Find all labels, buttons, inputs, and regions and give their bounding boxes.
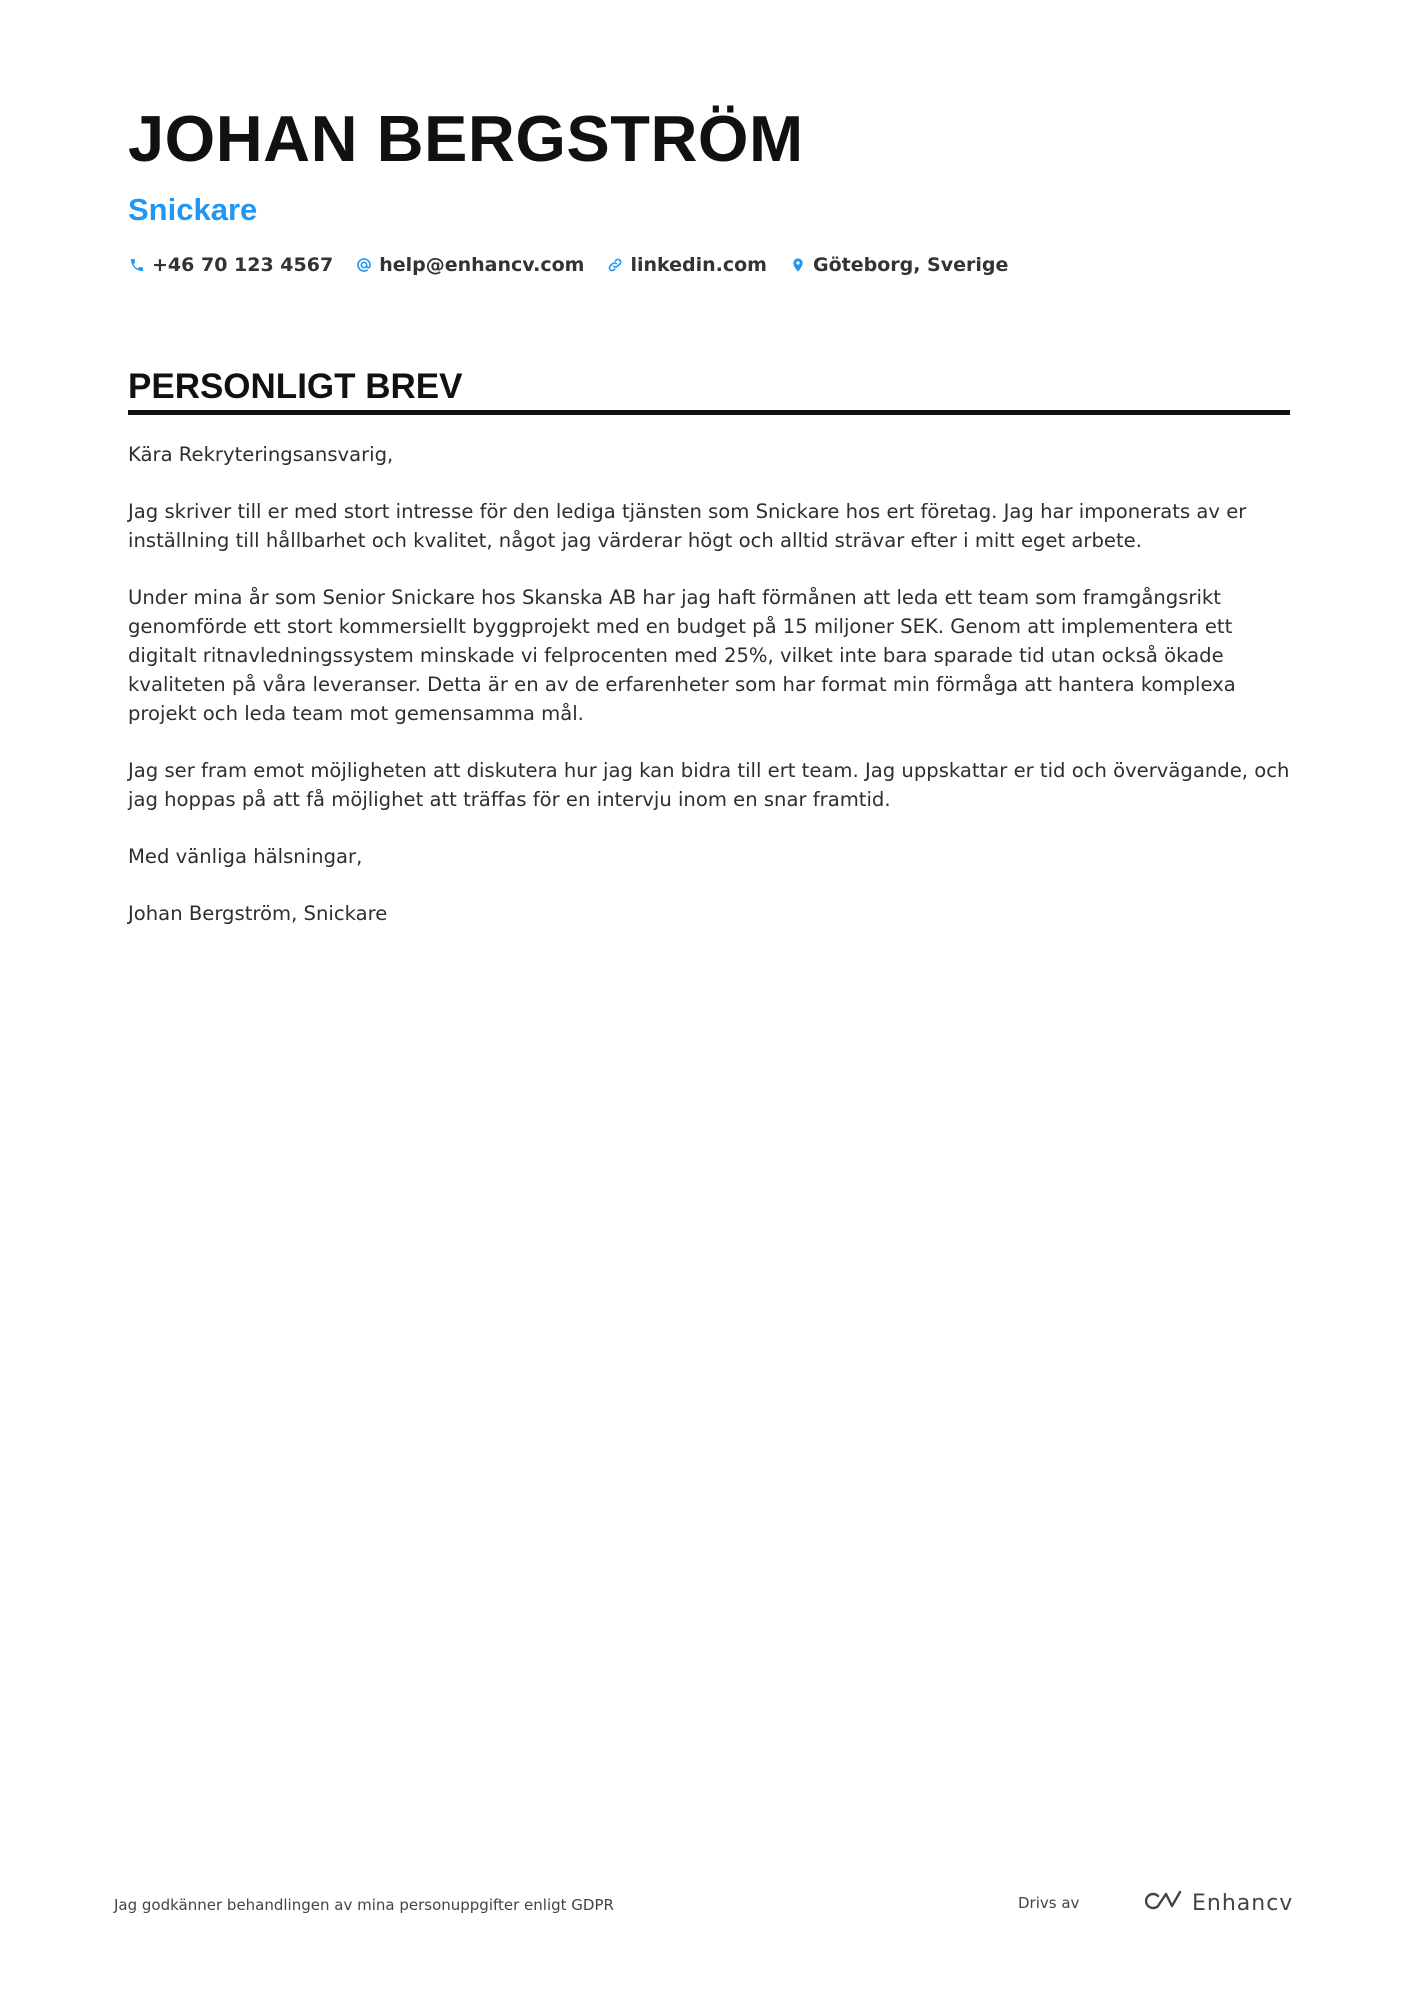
applicant-name: JOHAN BERGSTRÖM [128, 102, 804, 175]
contact-linkedin-text: linkedin.com [630, 254, 767, 276]
location-pin-icon [789, 256, 807, 274]
enhancv-logo [1138, 1888, 1293, 1918]
enhancv-brand-name: Enhancv [1192, 1890, 1294, 1916]
letter-paragraph: Under mina år som Senior Snickare hos Skanska AB har jag haft förmånen att leda ett team som framgångsrikt genomförde ett stort kommersiellt byggprojekt med en budget på 15 miljoner SEK. Genom att implementera ett digitalt ritnavledningssystem minskade vi felprocenten med 25%, vilket inte bara sparade tid utan också ökade kvaliteten på våra leveranser. Detta är en av de erfarenheter som har format min förmåga att hantera komplexa projekt och leda team mot gemensamma mål. [128, 586, 1236, 725]
link-icon [606, 256, 624, 274]
letter-body [128, 440, 1290, 956]
contact-email-text: help@enhancv.com [379, 254, 585, 276]
contact-linkedin [606, 254, 767, 276]
phone-icon [128, 256, 146, 274]
powered-by-label: Drivs av [1018, 1894, 1080, 1912]
letter-signature: Johan Bergström, Snickare [128, 902, 388, 925]
job-title: Snickare [128, 192, 258, 227]
letter-greeting: Kära Rekryteringsansvarig, [128, 443, 394, 466]
letter-closing: Med vänliga hälsningar, [128, 845, 363, 868]
at-icon [355, 256, 373, 274]
section-title: PERSONLIGT BREV [128, 367, 463, 406]
enhancv-logo-icon [1138, 1888, 1184, 1918]
contact-email [355, 254, 584, 276]
letter-paragraph: Jag skriver till er med stort intresse för den lediga tjänsten som Snickare hos ert företag. Jag har imponerats av er inställning till hållbarhet och kvalitet, något jag värderar högt och alltid strävar efter i mitt eget arbete. [128, 500, 1247, 552]
contact-info [128, 254, 1030, 276]
contact-phone-text: +46 70 123 4567 [152, 254, 334, 276]
section-divider [128, 410, 1290, 415]
letter-paragraph: Jag ser fram emot möjligheten att diskutera hur jag kan bidra till ert team. Jag uppskattar er tid och övervägande, och jag hoppas på att få möjlighet att träffas för en intervju inom en snar framtid. [128, 759, 1290, 811]
gdpr-consent: Jag godkänner behandlingen av mina personuppgifter enligt GDPR [114, 1896, 614, 1914]
contact-phone [128, 254, 333, 276]
contact-location [789, 254, 1008, 276]
contact-location-text: Göteborg, Sverige [812, 254, 1009, 276]
